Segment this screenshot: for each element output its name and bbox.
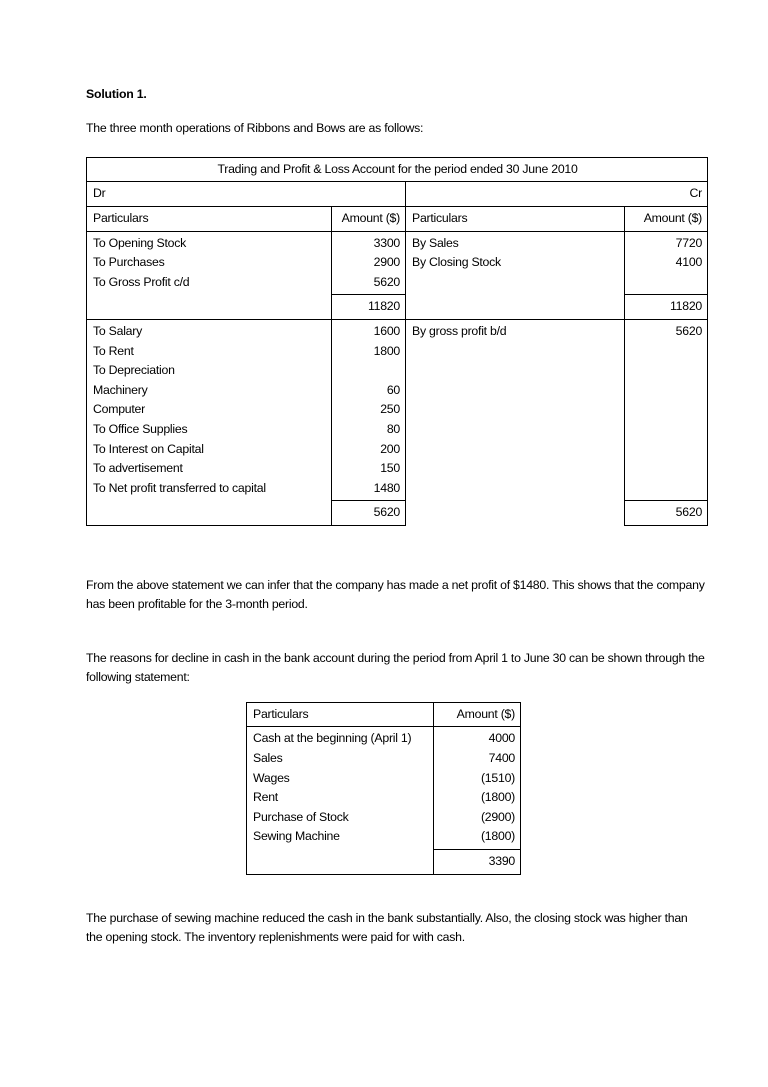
table-row: To Office Supplies [93, 421, 188, 436]
table-cell-amount: (1510) [480, 770, 515, 785]
cash-header-particulars: Particulars [247, 702, 434, 727]
table-cell-amount: (1800) [480, 829, 515, 844]
cash-decline-paragraph: The reasons for decline in cash in the bank account during the period from April 1 to June 30 can be shown through the following statement: [86, 650, 705, 685]
pl-credit-particulars [406, 319, 625, 525]
cash-particulars-column [247, 727, 434, 850]
table-row: To Gross Profit c/d [93, 274, 190, 289]
table-row: By gross profit b/d [412, 323, 507, 338]
header-particulars-right: Particulars [406, 206, 625, 231]
header-amount-left: Amount ($) [332, 206, 406, 231]
cr-label: Cr [406, 182, 708, 207]
table-row: To Rent [93, 343, 134, 358]
table-cell-amount: 1480 [373, 480, 400, 495]
trading-profit-loss-table [86, 157, 708, 526]
document-body [86, 88, 707, 948]
cash-header-amount: Amount ($) [434, 702, 521, 727]
page-title: Solution 1. [86, 87, 147, 101]
table-cell-amount: 7720 [675, 235, 703, 250]
table-row: By Sales [412, 235, 459, 250]
table-cell-amount: 5620 [675, 323, 703, 338]
table-cell-amount: 250 [380, 402, 400, 417]
trading-section-row [87, 231, 708, 295]
table-row: To Purchases [93, 255, 165, 270]
pl-credit-amounts [625, 319, 708, 500]
intro-paragraph: The three month operations of Ribbons and Bows are as follows: [86, 121, 424, 136]
cash-body-row [247, 727, 521, 850]
list-item: Cash at the beginning (April 1) [253, 731, 412, 746]
trading-debit-total: 11820 [332, 295, 406, 320]
header-amount-right: Amount ($) [625, 206, 708, 231]
cash-statement-table [246, 702, 521, 875]
table-cell-amount: 3300 [373, 235, 400, 250]
table-cell-amount: 4100 [675, 255, 703, 270]
cash-total-spacer [247, 850, 434, 875]
pl-debit-amounts [332, 319, 406, 500]
list-item: Purchase of Stock [253, 809, 349, 824]
list-item: Sales [253, 751, 283, 766]
table-cell-amount: 7400 [488, 751, 515, 766]
profit-loss-section-row [87, 319, 708, 500]
table-row: Machinery [93, 382, 148, 397]
table-row: To Interest on Capital [93, 441, 204, 456]
table-cell-amount: 4000 [488, 731, 515, 746]
table-cell-amount [338, 361, 400, 381]
table-cell-amount: (1800) [480, 790, 515, 805]
trading-credit-total: 11820 [625, 295, 708, 320]
trading-debit-particulars [87, 231, 332, 295]
pl-total-spacer-left [87, 501, 332, 526]
list-item: Sewing Machine [253, 829, 340, 844]
table-row: To Salary [93, 323, 143, 338]
table-row: To advertisement [93, 461, 183, 476]
table-cell-amount: 200 [380, 441, 400, 456]
table-cell-amount: 1600 [373, 323, 400, 338]
table-title-row [87, 157, 708, 182]
list-item: Rent [253, 790, 278, 805]
table-row: By Closing Stock [412, 255, 501, 270]
trading-credit-particulars [406, 231, 625, 319]
table-row: Computer [93, 402, 145, 417]
pl-credit-total: 5620 [625, 501, 708, 526]
dr-label: Dr [87, 182, 406, 207]
header-particulars-left: Particulars [87, 206, 332, 231]
cash-header-row [247, 702, 521, 727]
table-row: To Opening Stock [93, 235, 187, 250]
closing-paragraph: The purchase of sewing machine reduced the cash in the bank substantially. Also, the closing stock was higher than the opening stock. The inventory replenishments were paid for with cash. [86, 910, 688, 945]
table-cell-amount: 5620 [373, 274, 400, 289]
table-cell-amount: 1800 [373, 343, 400, 358]
table-cell-amount: 60 [386, 382, 400, 397]
trading-total-spacer-left [87, 295, 332, 320]
table-cell-amount: (2900) [480, 809, 515, 824]
trading-debit-amounts [332, 231, 406, 295]
table-row: To Depreciation [93, 363, 175, 378]
ledger-header-row [87, 206, 708, 231]
trading-credit-amounts [625, 231, 708, 295]
table-cell-amount: 2900 [373, 255, 400, 270]
pl-debit-total: 5620 [332, 501, 406, 526]
net-profit-paragraph: From the above statement we can infer that the company has made a net profit of $1480. This shows that the company has been profitable for the 3-month period. [86, 577, 705, 612]
dr-cr-row [87, 182, 708, 207]
cash-total-row [247, 850, 521, 875]
list-item: Wages [253, 770, 290, 785]
cash-statement-wrapper [86, 702, 707, 875]
cash-total-amount: 3390 [434, 850, 521, 875]
table-cell-amount: 80 [386, 421, 400, 436]
pl-debit-particulars [87, 319, 332, 500]
ledger-title: Trading and Profit & Loss Account for the period ended 30 June 2010 [87, 157, 708, 182]
table-cell-amount: 150 [380, 461, 400, 476]
cash-amount-column [434, 727, 521, 850]
table-row: To Net profit transferred to capital [93, 480, 266, 495]
